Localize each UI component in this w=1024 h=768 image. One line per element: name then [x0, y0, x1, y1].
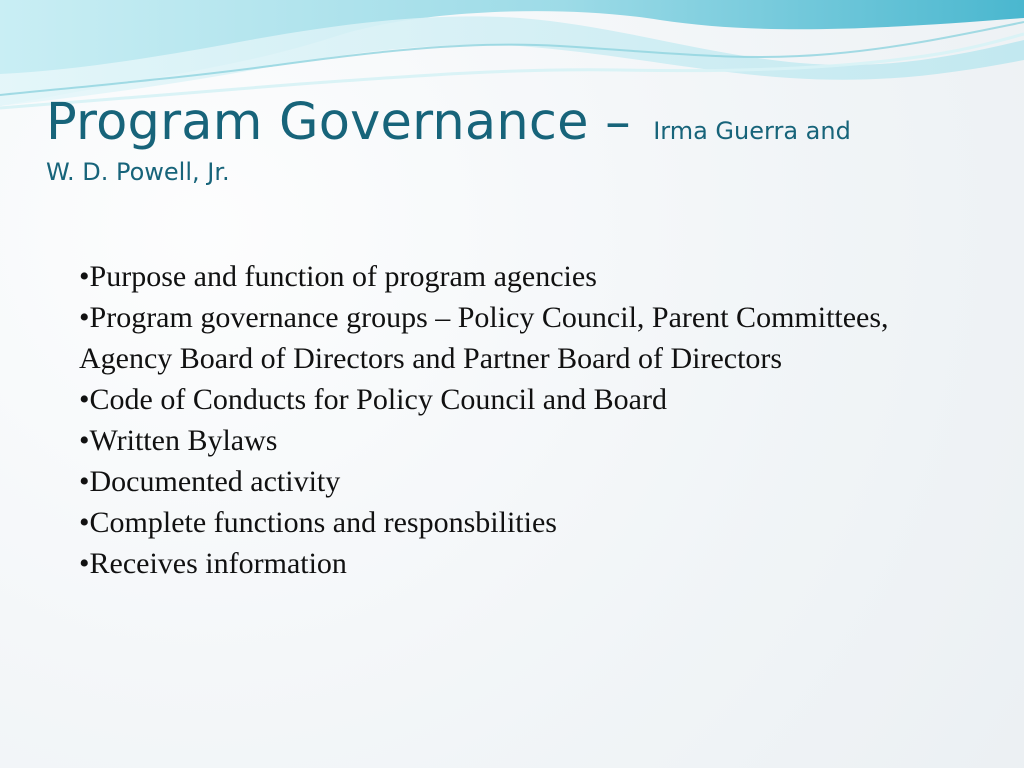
- title-sub: Irma Guerra and: [653, 117, 851, 145]
- bullet-icon: •: [79, 301, 90, 334]
- bullet-text: Documented activity: [89, 465, 341, 498]
- bullet-icon: •: [79, 547, 90, 580]
- bullet-item: [79, 379, 959, 420]
- title-main: Program Governance –: [46, 93, 648, 152]
- bullet-list: [79, 256, 959, 584]
- bullet-item: [79, 256, 959, 297]
- bullet-icon: •: [79, 260, 90, 293]
- bullet-item: [79, 297, 959, 379]
- bullet-item: [79, 502, 959, 543]
- bullet-item: [79, 461, 959, 502]
- bullet-item: [79, 543, 959, 584]
- slide-title: [46, 93, 986, 186]
- bullet-item: [79, 420, 959, 461]
- bullet-text: Receives information: [89, 547, 347, 580]
- bullet-text: Purpose and function of program agencies: [89, 260, 597, 293]
- bullet-text: Written Bylaws: [89, 424, 278, 457]
- title-line2: W. D. Powell, Jr.: [46, 157, 230, 186]
- bullet-icon: •: [79, 424, 90, 457]
- bullet-icon: •: [79, 465, 90, 498]
- bullet-icon: •: [79, 506, 90, 539]
- bullet-text: Complete functions and responsbilities: [89, 506, 557, 539]
- bullet-icon: •: [79, 383, 90, 416]
- bullet-text: Program governance groups – Policy Council, Parent Committees, Agency Board of Directors and Partner Board of Directors: [79, 301, 889, 375]
- bullet-text: Code of Conducts for Policy Council and Board: [89, 383, 667, 416]
